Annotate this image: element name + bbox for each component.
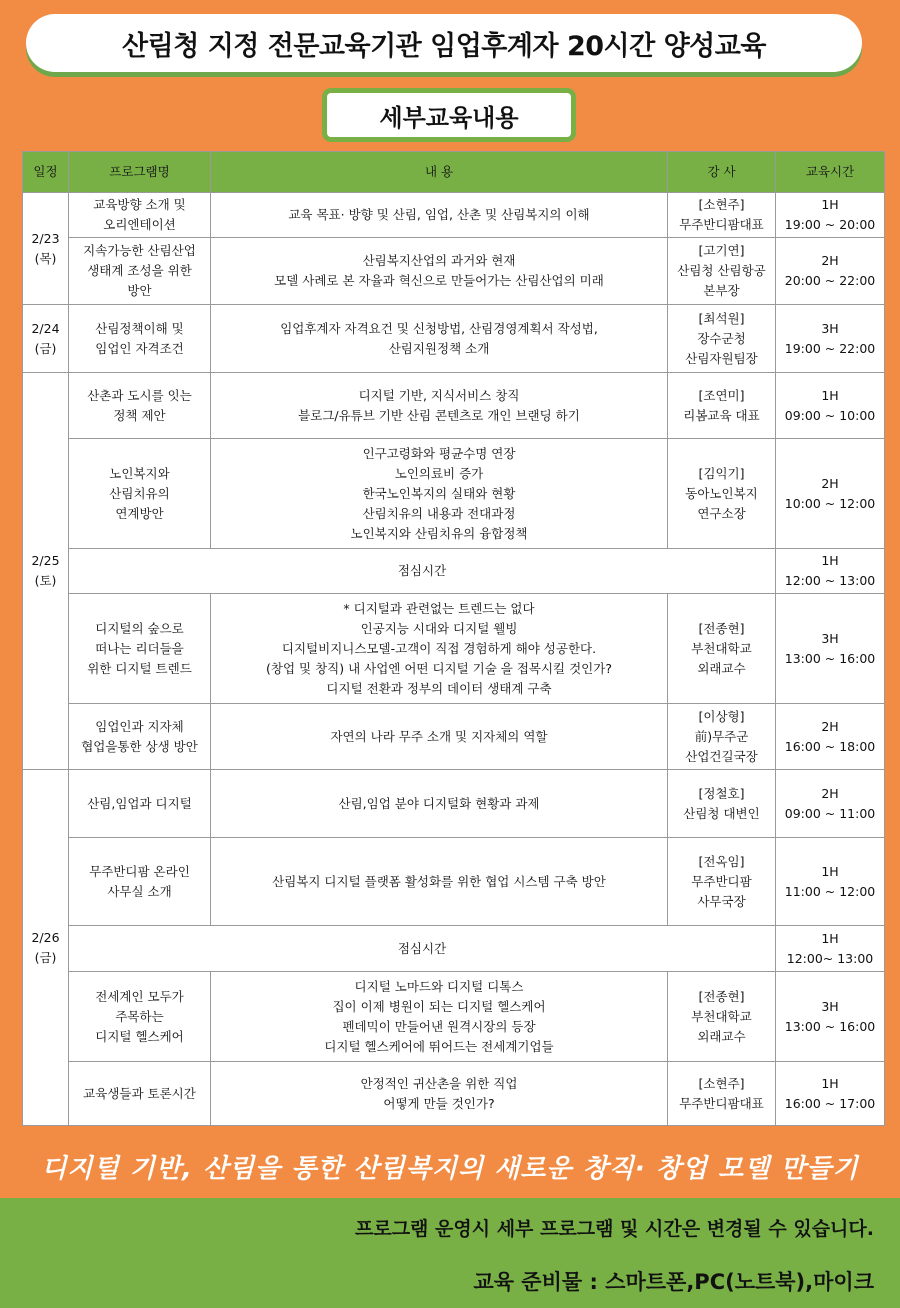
table-row <box>23 838 885 926</box>
instructor-cell: [김익기] 동아노인복지 연구소장 <box>668 439 776 549</box>
column-header-date: 일정 <box>23 152 69 193</box>
program-cell: 지속가능한 산림산업 생태계 조성을 위한 방안 <box>69 238 211 305</box>
table-row <box>23 770 885 838</box>
time-cell: 1H 11:00 ~ 12:00 <box>776 838 885 926</box>
program-cell: 산림,임업과 디지털 <box>69 770 211 838</box>
page-title: 산림청 지정 전문교육기관 임업후계자 20시간 양성교육 <box>26 14 862 72</box>
instructor-cell: [고기연] 산림청 산림항공 본부장 <box>668 238 776 305</box>
time-cell: 1H 19:00 ~ 20:00 <box>776 193 885 238</box>
column-header-instructor: 강 사 <box>668 152 776 193</box>
instructor-cell: [정철호] 산림청 대변인 <box>668 770 776 838</box>
section-subtitle: 세부교육내용 <box>322 88 576 142</box>
time-cell: 3H 13:00 ~ 16:00 <box>776 594 885 704</box>
table-row <box>23 972 885 1062</box>
time-cell: 2H 10:00 ~ 12:00 <box>776 439 885 549</box>
content-cell: 산림복지 디지털 플랫폼 활성화를 위한 협업 시스템 구축 방안 <box>211 838 668 926</box>
footer <box>0 1198 900 1308</box>
content-cell: 임업후계자 자격요건 및 신청방법, 산림경영계획서 작성법, 산림지원정책 소개 <box>211 305 668 373</box>
instructor-cell: [이상형] 前)무주군 산업건길국장 <box>668 704 776 770</box>
time-cell: 1H 09:00 ~ 10:00 <box>776 373 885 439</box>
table-row <box>23 439 885 549</box>
day-cell: 2/23 (목) <box>23 193 69 305</box>
table-header-row <box>23 152 885 193</box>
program-cell: 디지털의 숲으로 떠나는 리더들을 위한 디지털 트렌드 <box>69 594 211 704</box>
time-cell: 1H 12:00~ 13:00 <box>776 926 885 972</box>
table-row <box>23 1062 885 1126</box>
lunch-cell: 점심시간 <box>69 549 776 594</box>
time-cell: 3H 19:00 ~ 22:00 <box>776 305 885 373</box>
slogan-banner: 디지털 기반, 산림을 통한 산림복지의 새로운 창직· 창업 모델 만들기 <box>41 1153 859 1184</box>
lunch-cell: 점심시간 <box>69 926 776 972</box>
time-cell: 2H 09:00 ~ 11:00 <box>776 770 885 838</box>
content-cell: * 디지털과 관련없는 트렌드는 없다 인공지능 시대와 디지털 웰빙 디지털비지니스모델-고객이 직접 경험하게 해야 성공한다. (창업 및 창직) 내 사업엔 어떤 디지털 기술 을 접목시킬 것인가? 디지털 전환과 정부의 데이터 생태계 구축 <box>211 594 668 704</box>
instructor-cell: [최석원] 장수군청 산림자원팀장 <box>668 305 776 373</box>
column-header-program: 프로그램명 <box>69 152 211 193</box>
content-cell: 안정적인 귀산촌을 위한 직업 어떻게 만들 것인가? <box>211 1062 668 1126</box>
instructor-cell: [조연미] 리봄교육 대표 <box>668 373 776 439</box>
program-cell: 임업인과 지자체 협업을통한 상생 방안 <box>69 704 211 770</box>
table-row <box>23 238 885 305</box>
column-header-time: 교육시간 <box>776 152 885 193</box>
content-cell: 산림복지산업의 과거와 현재 모델 사례로 본 자율과 혁신으로 만들어가는 산림산업의 미래 <box>211 238 668 305</box>
program-cell: 무주반디팜 온라인 사무실 소개 <box>69 838 211 926</box>
table-row-lunch <box>23 926 885 972</box>
content-cell: 교육 목표· 방향 및 산림, 임업, 산촌 및 산림복지의 이해 <box>211 193 668 238</box>
day-cell: 2/25 (토) <box>23 373 69 770</box>
instructor-cell: [소현주] 무주반디팜대표 <box>668 193 776 238</box>
content-cell: 디지털 기반, 지식서비스 창직 블로그/유튜브 기반 산림 콘텐츠로 개인 브랜딩 하기 <box>211 373 668 439</box>
time-cell: 3H 13:00 ~ 16:00 <box>776 972 885 1062</box>
instructor-cell: [소현주] 무주반디팜대표 <box>668 1062 776 1126</box>
schedule-table <box>22 151 885 1126</box>
program-cell: 산림정책이해 및 임업인 자격조건 <box>69 305 211 373</box>
time-cell: 2H 16:00 ~ 18:00 <box>776 704 885 770</box>
content-cell: 디지털 노마드와 디지털 디톡스 집이 이제 병원이 되는 디지털 헬스케어 펜데믹이 만들어낸 원격시장의 등장 디지털 헬스케어에 뛰어드는 전세계기업들 <box>211 972 668 1062</box>
program-cell: 교육생들과 토론시간 <box>69 1062 211 1126</box>
instructor-cell: [전옥임] 무주반디팜 사무국장 <box>668 838 776 926</box>
day-cell: 2/26 (금) <box>23 770 69 1126</box>
table-row <box>23 305 885 373</box>
day-cell: 2/24 (금) <box>23 305 69 373</box>
program-cell: 교육방향 소개 및 오리엔테이션 <box>69 193 211 238</box>
content-cell: 자연의 나라 무주 소개 및 지자체의 역할 <box>211 704 668 770</box>
content-cell: 인구고령화와 평균수명 연장 노인의료비 증가 한국노인복지의 실태와 현황 산림치유의 내용과 전대과정 노인복지와 산림치유의 융합정책 <box>211 439 668 549</box>
program-cell: 산촌과 도시를 잇는 정책 제안 <box>69 373 211 439</box>
time-cell: 2H 20:00 ~ 22:00 <box>776 238 885 305</box>
time-cell: 1H 12:00 ~ 13:00 <box>776 549 885 594</box>
instructor-cell: [전종현] 부천대학교 외래교수 <box>668 594 776 704</box>
content-cell: 산림,임업 분야 디지털화 현황과 과제 <box>211 770 668 838</box>
program-cell: 전세계인 모두가 주목하는 디지털 헬스케어 <box>69 972 211 1062</box>
instructor-cell: [전종현] 부천대학교 외래교수 <box>668 972 776 1062</box>
materials-notice: 교육 준비물 : 스마트폰,PC(노트북),마이크 <box>473 1270 874 1294</box>
table-row <box>23 373 885 439</box>
schedule-change-notice: 프로그램 운영시 세부 프로그램 및 시간은 변경될 수 있습니다. <box>355 1218 874 1240</box>
table-row <box>23 193 885 238</box>
table-row <box>23 704 885 770</box>
time-cell: 1H 16:00 ~ 17:00 <box>776 1062 885 1126</box>
column-header-content: 내 용 <box>211 152 668 193</box>
table-row-lunch <box>23 549 885 594</box>
table-row <box>23 594 885 704</box>
program-cell: 노인복지와 산림치유의 연계방안 <box>69 439 211 549</box>
